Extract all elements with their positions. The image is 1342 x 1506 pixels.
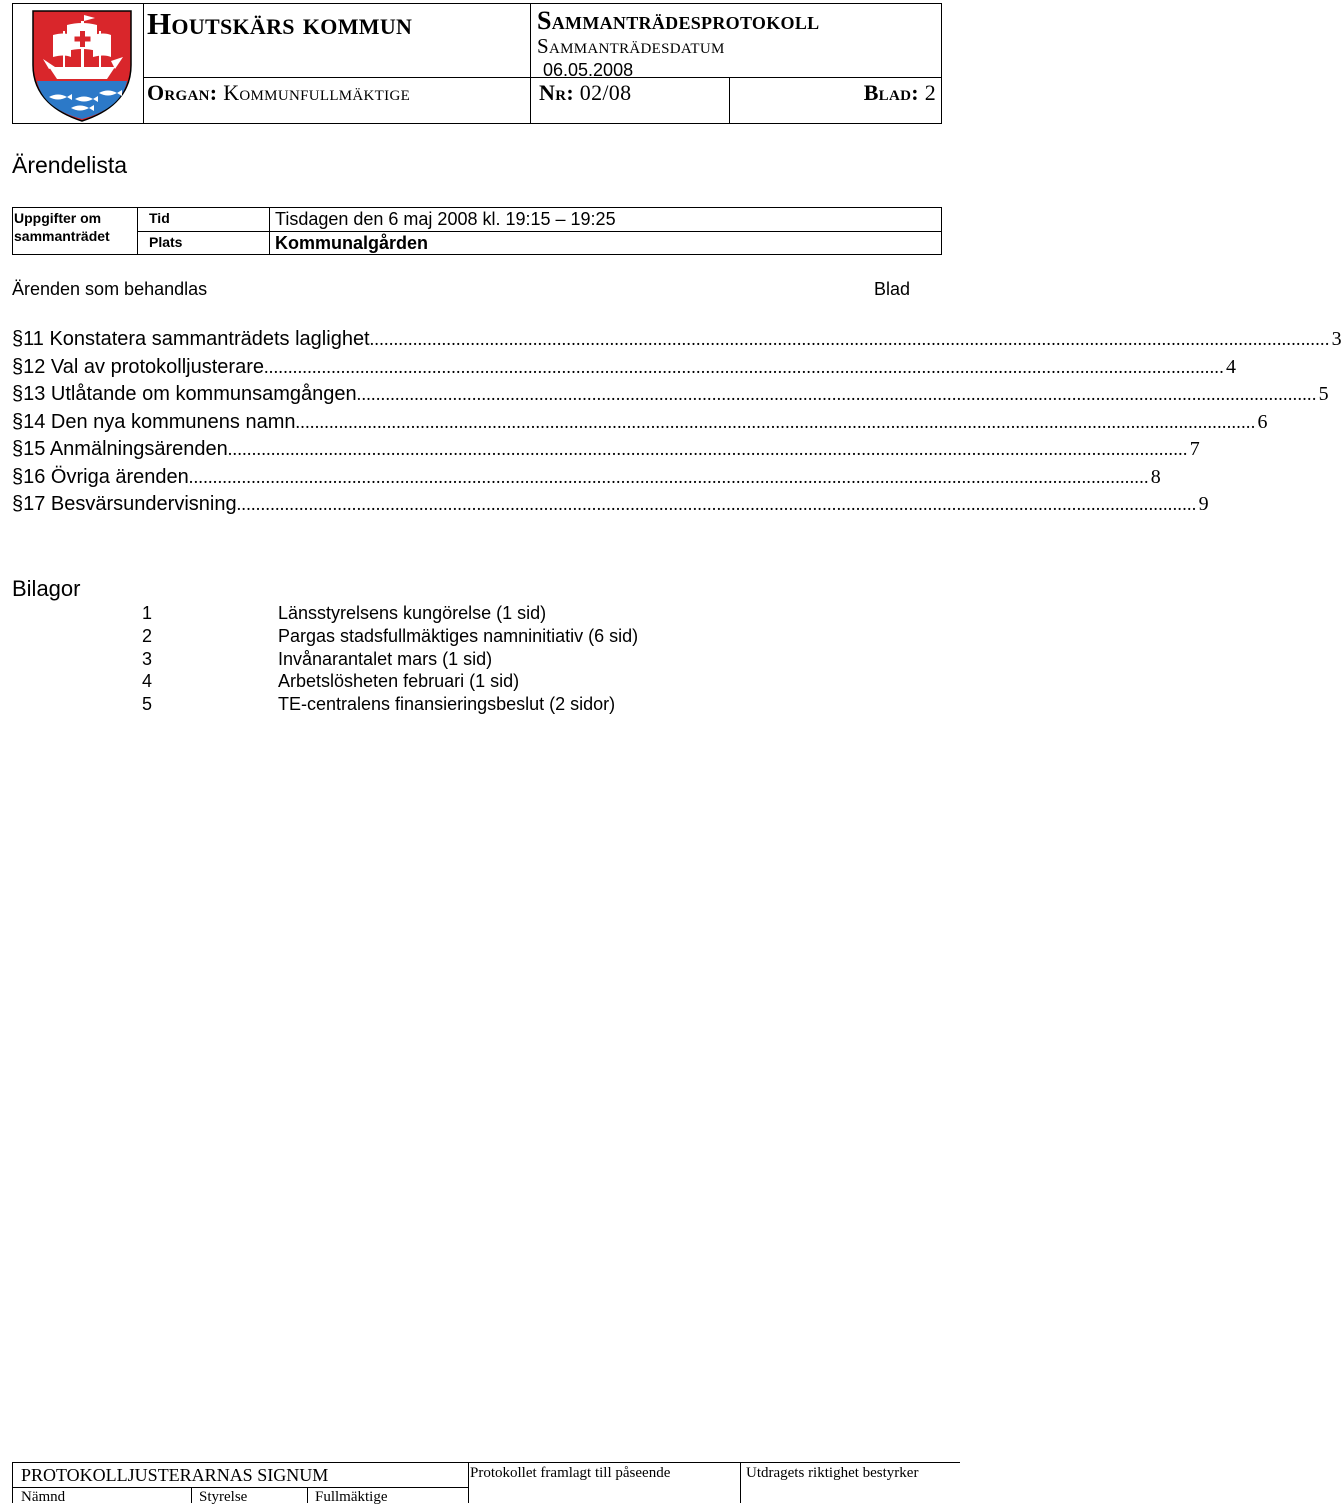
attachment-number: 3 [142, 648, 153, 669]
agenda-item-label: §12 Val av protokolljusterare [12, 355, 264, 378]
agenda-item[interactable]: §15 Anmälningsärenden ........................................................................................................................................................................................................ 7 [12, 438, 1200, 460]
time-value: Tisdagen den 6 maj 2008 kl. 19:15 – 19:25 [275, 209, 616, 229]
municipality-name: Houtskärs kommun [147, 6, 413, 41]
agenda-item[interactable]: §13 Utlåtande om kommunsamgången ........................................................................................................................................................................................................ 5 [12, 383, 1329, 405]
meeting-info-label: Uppgifter om sammanträdet [13, 208, 138, 254]
agenda-item[interactable]: §11 Konstatera sammanträdets laglighet ........................................................................................................................................................................................................ 3 [12, 328, 1342, 350]
attachment-text: TE-centralens finansieringsbeslut (2 sidor) [278, 694, 616, 715]
items-heading: Ärenden som behandlas [12, 279, 208, 299]
agenda-item-label: §15 Anmälningsärenden [12, 438, 228, 460]
organ-value: Kommunfullmäktige [223, 80, 411, 105]
signum-namnd: Nämnd [21, 1489, 66, 1505]
signature-footer [12, 1462, 960, 1503]
agenda-item-label: §13 Utlåtande om kommunsamgången [12, 383, 357, 405]
attachment-number: 1 [142, 603, 153, 623]
attachment-text: Arbetslösheten februari (1 sid) [278, 671, 520, 692]
agenda-item-page: 8 [1150, 465, 1161, 488]
signum-fullmaktige: Fullmäktige [315, 1489, 388, 1505]
page-title: Ärendelista [12, 152, 128, 178]
agenda-item-page: 6 [1257, 410, 1268, 433]
place-label: Plats [149, 234, 183, 250]
attachments-heading: Bilagor [12, 576, 81, 601]
attachment-number: 4 [142, 671, 153, 692]
attachment-text: Pargas stadsfullmäktiges namninitiativ (6 sid) [278, 625, 639, 646]
agenda-item-label: §14 Den nya kommunens namn [12, 410, 296, 433]
agenda-item-page: 4 [1226, 355, 1236, 378]
agenda-item[interactable]: §12 Val av protokolljusterare ........................................................................................................................................................................................................ 4 [12, 355, 1236, 378]
document-type: Sammanträdesprotokoll [537, 6, 820, 35]
sheet-label: Blad: [863, 80, 919, 105]
attachment-text: Invånarantalet mars (1 sid) [278, 648, 493, 669]
protocol-header [12, 3, 942, 124]
organ-field [147, 80, 410, 106]
agenda-list [12, 328, 1342, 521]
presented-heading: Protokollet framlagt till påseende [470, 1465, 671, 1481]
signum-heading: PROTOKOLLJUSTERARNAS SIGNUM [21, 1465, 329, 1485]
time-label: Tid [149, 210, 170, 226]
number-value: 02/08 [579, 80, 632, 105]
number-label: Nr: [539, 80, 574, 105]
agenda-item-page: 5 [1318, 383, 1329, 405]
certified-heading: Utdragets riktighet bestyrker [746, 1465, 919, 1481]
agenda-item-page: 7 [1189, 438, 1200, 460]
agenda-item-label: §16 Övriga ärenden [12, 465, 189, 488]
signum-styrelse: Styrelse [199, 1489, 248, 1505]
meeting-date-value: 06.05.2008 [543, 60, 634, 80]
agenda-item-label: §17 Besvärsundervisning [12, 493, 237, 515]
attachment-number: 2 [142, 625, 153, 646]
attachment-number: 5 [142, 694, 153, 715]
organ-label: Organ: [147, 80, 218, 105]
agenda-item-page: 3 [1331, 328, 1342, 350]
agenda-item[interactable]: §16 Övriga ärenden ........................................................................................................................................................................................................ 8 [12, 465, 1161, 488]
number-field [539, 80, 631, 106]
meeting-info-table [12, 207, 942, 255]
agenda-item-label: §11 Konstatera sammanträdets laglighet [12, 328, 370, 350]
agenda-item[interactable]: §17 Besvärsundervisning ........................................................................................................................................................................................................ 9 [12, 493, 1209, 515]
coat-of-arms-ship-icon [27, 7, 137, 123]
sheet-field [864, 80, 936, 106]
agenda-item[interactable]: §14 Den nya kommunens namn ........................................................................................................................................................................................................ 6 [12, 410, 1268, 433]
agenda-item-page: 9 [1198, 493, 1209, 515]
attachment-text: Länsstyrelsens kungörelse (1 sid) [278, 603, 547, 623]
sheet-value: 2 [924, 80, 936, 105]
items-page-heading: Blad [873, 279, 910, 299]
place-value: Kommunalgården [275, 233, 429, 253]
meeting-date-label: Sammanträdesdatum [537, 34, 725, 58]
